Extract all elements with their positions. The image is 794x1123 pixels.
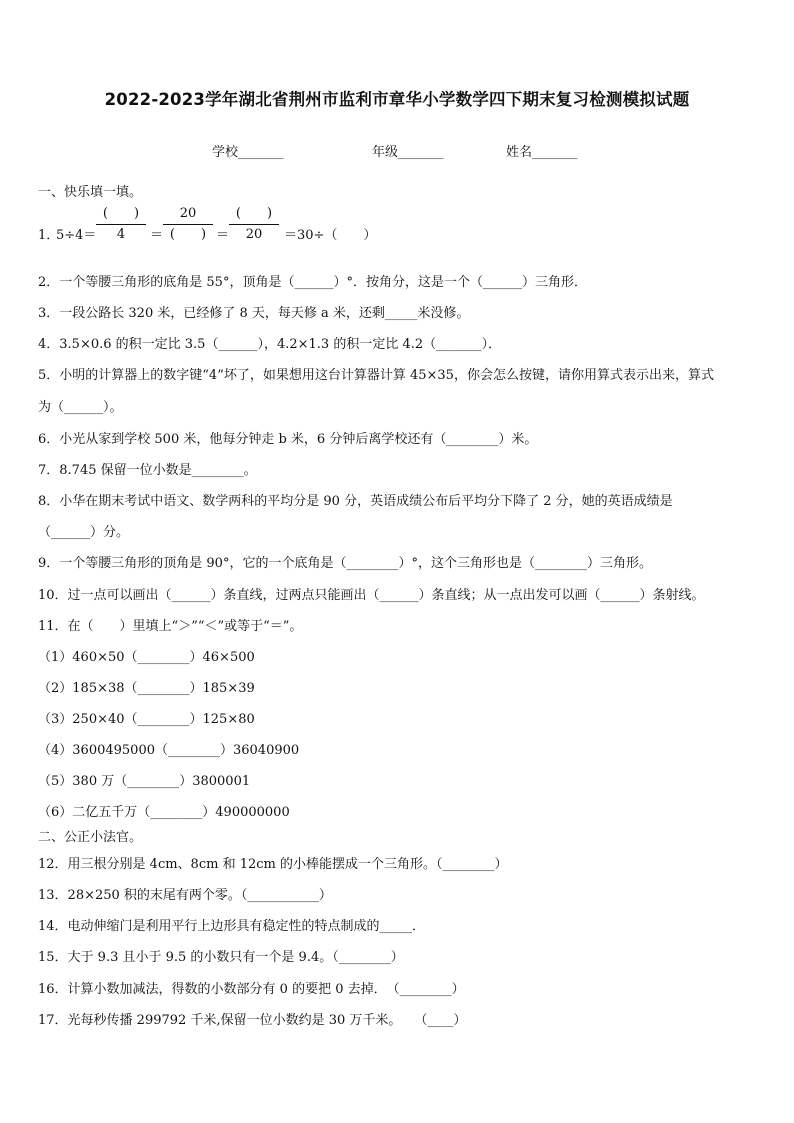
question-11: 11．在（ ）里填上“＞”“＜”或等于“＝”。 — [38, 619, 303, 634]
question-6[interactable]: 6．小光从家到学校 500 米，他每分钟走 b 米，6 分钟后离学校还有（________）米。 — [38, 432, 538, 447]
question-10[interactable]: 10．过一点可以画出（______）条直线，过两点只能画出（______）条直线；从一点出发可以画（______）条射线。 — [38, 588, 705, 603]
question-11-item-1[interactable]: （1）460×50（________）46×500 — [38, 650, 255, 665]
question-17[interactable]: 17．光每秒传播 299792 千米,保留一位小数约是 30 万千米。 （____） — [38, 1013, 467, 1028]
fraction-bar — [96, 224, 146, 225]
grade-field[interactable]: 年级_______ — [372, 145, 444, 160]
question-4[interactable]: 4．3.5×0.6 的积一定比 3.5（______），4.2×1.3 的积一定比 4.2（_______）． — [38, 337, 502, 352]
question-8: 8．小华在期末考试中语文、数学两科的平均分是 90 分，英语成绩公布后平均分下降了 2 分，她的英语成绩是 — [38, 494, 673, 509]
q1-fraction-3-denominator: 20 — [245, 227, 263, 242]
question-7[interactable]: 7．8.745 保留一位小数是________。 — [38, 463, 257, 478]
page-title: 2022-2023学年湖北省荆州市监利市章华小学数学四下期末复习检测模拟试题 — [104, 90, 690, 109]
question-11-item-4[interactable]: （4）3600495000（________）36040900 — [38, 743, 300, 758]
fraction-bar — [163, 224, 213, 225]
section-heading-judge: 二、公正小法官。 — [38, 830, 143, 845]
q1-fraction-2-numerator: 20 — [179, 206, 197, 221]
q1-equals-2: ＝ — [216, 228, 230, 243]
q1-fraction-1-denominator: 4 — [116, 227, 126, 242]
question-9[interactable]: 9．一个等腰三角形的顶角是 90°，它的一个底角是（________）°，这个三角形也是（________）三角形。 — [38, 556, 652, 571]
fraction-bar — [229, 224, 279, 225]
question-8-answer[interactable]: （______）分。 — [38, 525, 130, 540]
question-11-item-6[interactable]: （6）二亿五千万（________）490000000 — [38, 805, 290, 820]
q1-fraction-1 — [96, 205, 146, 244]
name-field[interactable]: 姓名_______ — [506, 145, 578, 160]
q1-fraction-3 — [229, 205, 279, 244]
school-field[interactable]: 学校_______ — [212, 145, 284, 160]
question-16[interactable]: 16．计算小数加减法，得数的小数部分有 0 的要把 0 去掉． （________） — [38, 982, 465, 997]
question-14[interactable]: 14．电动伸缩门是利用平行上边形具有稳定性的特点制成的_____． — [38, 919, 426, 934]
q1-fraction-2-denominator[interactable]: ( ) — [169, 227, 207, 242]
question-11-item-5[interactable]: （5）380 万（________）3800001 — [38, 774, 251, 789]
question-5-answer[interactable]: 为（______）。 — [38, 400, 123, 415]
question-5: 5．小明的计算器上的数字键“4”坏了，如果想用这台计算器计算 45×35，你会怎么按键，请你用算式表示出来，算式 — [38, 368, 714, 383]
q1-fraction-2 — [163, 205, 213, 244]
q1-equals-1: ＝ — [150, 228, 164, 243]
q1-fraction-1-numerator[interactable]: ( ) — [102, 206, 140, 221]
question-2[interactable]: 2．一个等腰三角形的底角是 55°，顶角是（______）°．按角分，这是一个（______）三角形． — [38, 275, 587, 290]
question-11-item-3[interactable]: （3）250×40（________）125×80 — [38, 712, 255, 727]
q1-lhs: 5÷4＝ — [56, 228, 97, 243]
question-13[interactable]: 13．28×250 积的末尾有两个零。（___________） — [38, 888, 332, 903]
question-12[interactable]: 12．用三根分别是 4cm、8cm 和 12cm 的小棒能摆成一个三角形。（________） — [38, 857, 508, 872]
question-15[interactable]: 15．大于 9.3 且小于 9.5 的小数只有一个是 9.4。（________） — [38, 950, 404, 965]
q1-fraction-3-numerator[interactable]: ( ) — [235, 206, 273, 221]
question-3[interactable]: 3．一段公路长 320 米，已经修了 8 天，每天修 a 米，还剩_____米没修。 — [38, 306, 470, 321]
q1-tail[interactable]: ＝30÷（ ） — [284, 228, 377, 243]
section-heading-fill: 一、快乐填一填。 — [38, 185, 143, 200]
question-11-item-2[interactable]: （2）185×38（________）185×39 — [38, 681, 255, 696]
q1-number: 1． — [38, 228, 60, 243]
